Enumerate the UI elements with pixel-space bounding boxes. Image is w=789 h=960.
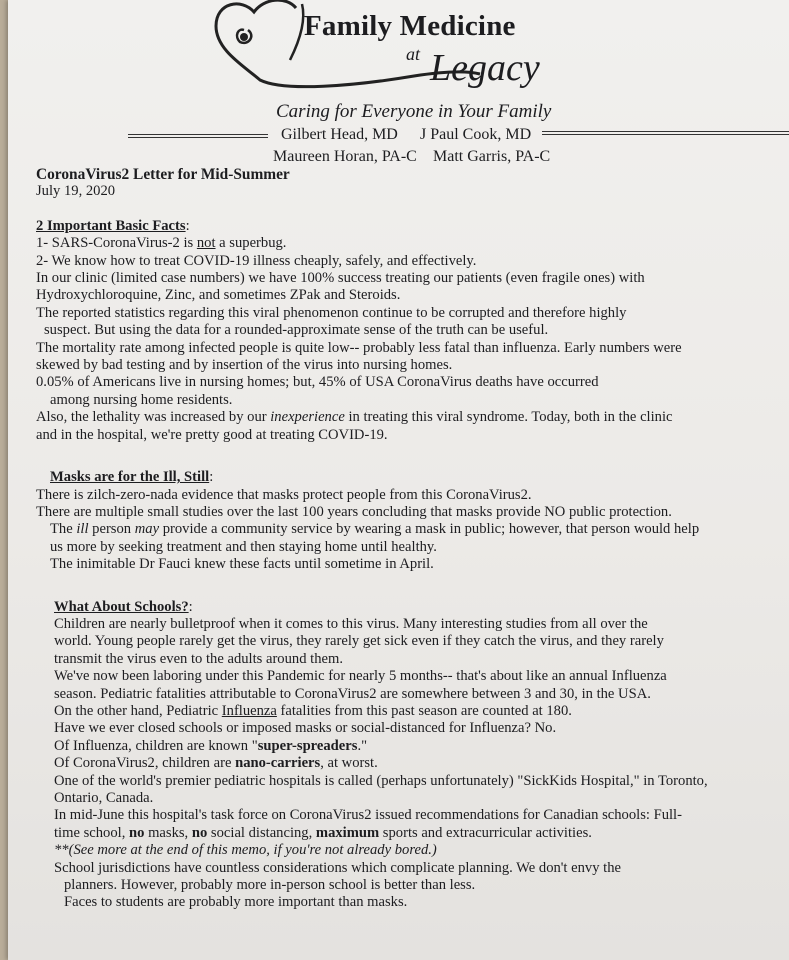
masks-heading: Masks are for the Ill, Still bbox=[50, 469, 210, 486]
fact-1-end: a superbug. bbox=[215, 235, 287, 252]
schools-line-5: season. Pediatric fatalities attributable to CoronaVirus2 are somewhere between 3 and 30, in the USA. bbox=[54, 685, 651, 702]
staff-garris: Matt Garris, PA-C bbox=[433, 148, 551, 165]
schools-section: What About Schools?: bbox=[54, 598, 193, 615]
letter-title: CoronaVirus2 Letter for Mid-Summer bbox=[36, 166, 290, 183]
schools-line-8 bbox=[36, 738, 776, 755]
schools-line-6-influenza: Influenza bbox=[221, 702, 277, 719]
masks-line-3-c: provide a community service by wearing a mask in public; however, that person would help bbox=[159, 521, 700, 538]
schools-line-13-a: time school, bbox=[54, 824, 129, 841]
facts-line-4: Hydroxychloroquine, Zinc, and sometimes ZPak and Steroids. bbox=[36, 287, 401, 304]
schools-line-8-bold: super-spreaders bbox=[257, 737, 358, 754]
practice-name-at: at bbox=[406, 44, 421, 64]
fact-1 bbox=[36, 235, 776, 252]
masks-line-5: The inimitable Dr Fauci knew these facts until sometime in April. bbox=[50, 556, 434, 573]
facts-line-11 bbox=[36, 409, 776, 426]
schools-line-13-g: sports and extracurricular activities. bbox=[379, 824, 592, 841]
header-rule-right bbox=[542, 131, 789, 135]
schools-line-13-c: masks, bbox=[144, 824, 192, 841]
schools-line-9 bbox=[36, 755, 776, 772]
facts-line-6: suspect. But using the data for a rounded-approximate sense of the truth can be useful. bbox=[44, 322, 549, 339]
schools-line-14: **(See more at the end of this memo, if you're not already bored.) bbox=[54, 842, 437, 859]
masks-line-3-may: may bbox=[134, 521, 160, 538]
facts-line-11-italic: inexperience bbox=[270, 409, 345, 426]
facts-heading: 2 Important Basic Facts bbox=[36, 217, 186, 234]
schools-line-2: world. Young people rarely get the virus, they rarely get sick even if they catch the virus, and they rarely bbox=[54, 633, 664, 650]
schools-line-6 bbox=[36, 703, 776, 720]
masks-line-1: There is zilch-zero-nada evidence that masks protect people from this CoronaVirus2. bbox=[36, 486, 532, 503]
schools-line-13-no-2: no bbox=[191, 824, 208, 841]
schools-line-8-c: ." bbox=[357, 737, 368, 754]
facts-line-5: The reported statistics regarding this viral phenomenon continue to be corrupted and therefore highly bbox=[36, 304, 627, 321]
schools-line-17: Faces to students are probably more important than masks. bbox=[64, 894, 408, 911]
schools-line-1: Children are nearly bulletproof when it comes to this virus. Many interesting studies from all over the bbox=[54, 615, 648, 632]
masks-line-3-b: person bbox=[88, 521, 135, 538]
masks-section: Masks are for the Ill, Still: bbox=[50, 469, 214, 486]
letter-date: July 19, 2020 bbox=[36, 183, 116, 200]
staff-head: Gilbert Head, MD bbox=[281, 126, 398, 143]
facts-line-9: 0.05% of Americans live in nursing homes; but, 45% of USA CoronaVirus deaths have occurred bbox=[36, 374, 599, 391]
fact-2: 2- We know how to treat COVID-19 illness cheaply, safely, and effectively. bbox=[36, 252, 477, 269]
schools-line-9-c: , at worst. bbox=[320, 755, 378, 772]
practice-name-legacy: Legacy bbox=[430, 47, 540, 89]
schools-line-11: Ontario, Canada. bbox=[54, 790, 154, 806]
schools-line-9-a: Of CoronaVirus2, children are bbox=[54, 755, 236, 772]
schools-line-3: transmit the virus even to the adults around them. bbox=[54, 650, 343, 667]
schools-line-6-a: On the other hand, Pediatric bbox=[54, 702, 222, 719]
masks-line-3-a: The bbox=[50, 521, 77, 538]
masks-line-3 bbox=[36, 521, 776, 538]
schools-line-12: In mid-June this hospital's task force on CoronaVirus2 issued recommendations for Canadian schools: Full- bbox=[54, 807, 682, 824]
facts-line-11-b: in treating this viral syndrome. Today, both in the clinic bbox=[344, 409, 673, 426]
staff-cook: J Paul Cook, MD bbox=[420, 126, 532, 143]
facts-line-3: In our clinic (limited case numbers) we have 100% success treating our patients (even fragile ones) with bbox=[36, 270, 645, 287]
fact-1-text: 1- SARS-CoronaVirus-2 is bbox=[36, 235, 197, 252]
facts-line-8: skewed by bad testing and by insertion of the virus into nursing homes. bbox=[36, 357, 453, 374]
schools-line-9-bold: nano-carriers bbox=[235, 755, 321, 772]
schools-line-13-e: social distancing, bbox=[207, 824, 316, 841]
header-rule-left bbox=[128, 134, 268, 138]
masks-line-3-ill: ill bbox=[76, 521, 89, 538]
letter-body bbox=[36, 166, 776, 912]
masks-line-2: There are multiple small studies over the last 100 years concluding that masks provide NO public protection. bbox=[36, 503, 672, 520]
facts-line-12: and in the hospital, we're pretty good at treating COVID-19. bbox=[36, 426, 388, 443]
facts-line-11-a: Also, the lethality was increased by our bbox=[36, 409, 271, 426]
staff-horan: Maureen Horan, PA-C bbox=[273, 148, 417, 165]
tagline: Caring for Everyone in Your Family bbox=[276, 101, 552, 122]
schools-line-13-maximum: maximum bbox=[315, 824, 380, 841]
schools-line-16: planners. However, probably more in-person school is better than less. bbox=[64, 877, 476, 894]
facts-section: 2 Important Basic Facts: bbox=[36, 217, 190, 234]
masks-line-4: us more by seeking treatment and then staying home until healthy. bbox=[50, 538, 437, 555]
schools-line-8-a: Of Influenza, children are known " bbox=[54, 737, 258, 754]
schools-line-10: One of the world's premier pediatric hospitals is called (perhaps unfortunately) "SickKids Hospital," in Toronto, bbox=[54, 772, 708, 789]
facts-line-10: among nursing home residents. bbox=[50, 391, 233, 408]
schools-line-4: We've now been laboring under this Pandemic for nearly 5 months-- that's about like an annual Influenza bbox=[54, 668, 667, 685]
schools-line-13-no-1: no bbox=[129, 824, 145, 841]
schools-line-15: School jurisdictions have countless considerations which complicate planning. We don't envy the bbox=[54, 859, 621, 876]
letter-page bbox=[8, 0, 789, 960]
schools-line-7: Have we ever closed schools or imposed masks or social-distanced for Influenza? No. bbox=[54, 720, 557, 737]
facts-line-7: The mortality rate among infected people is quite low-- probably less fatal than influenza. Early numbers were bbox=[36, 339, 682, 356]
schools-line-6-b: fatalities from this past season are counted at 180. bbox=[276, 702, 572, 719]
schools-line-13 bbox=[36, 825, 776, 842]
practice-name: Family Medicine bbox=[304, 10, 516, 42]
schools-heading: What About Schools? bbox=[54, 598, 189, 615]
fact-1-not: not bbox=[196, 235, 216, 252]
